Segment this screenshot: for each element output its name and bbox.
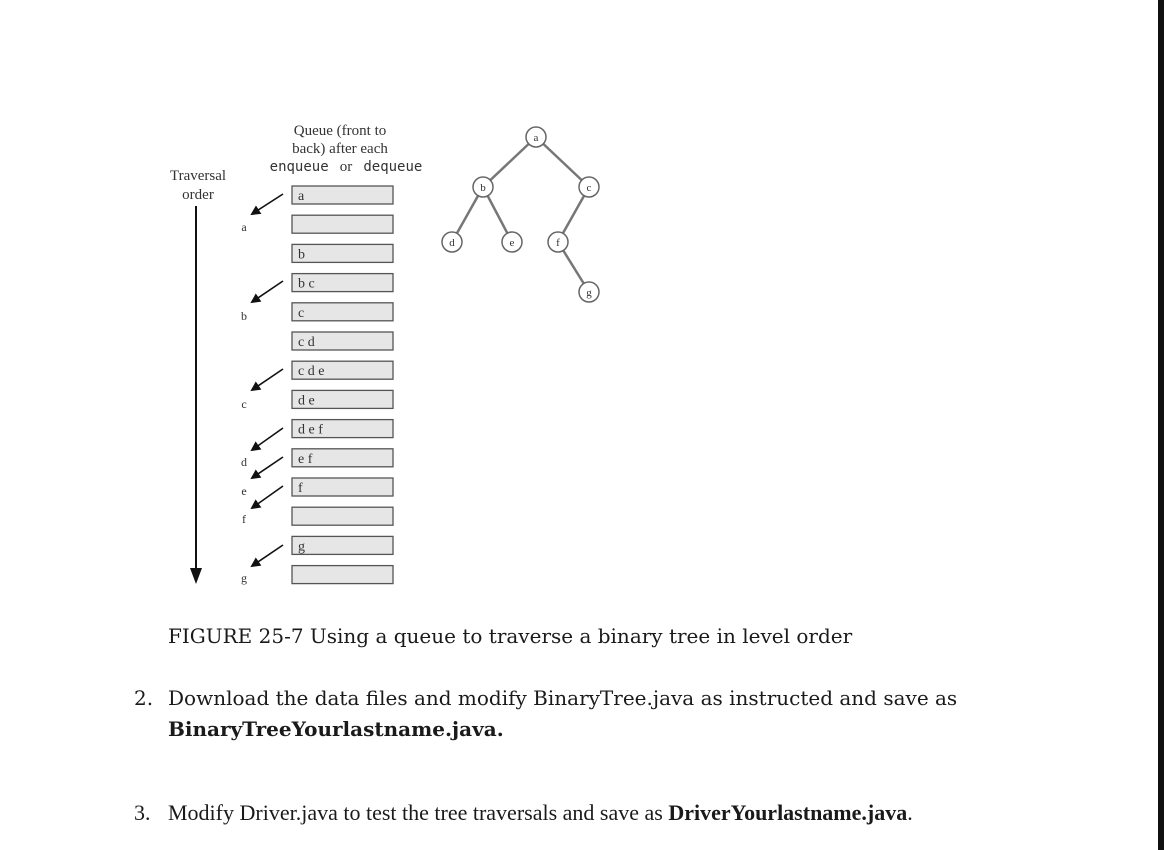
- queue-state-text: d e f: [298, 422, 323, 438]
- traversal-arrow-head: [190, 568, 202, 584]
- svg-text:f: f: [556, 237, 560, 249]
- level-order-figure: [0, 0, 640, 600]
- traversal-label-line-2: order: [182, 187, 214, 203]
- queue-heading-line-2: back) after each: [292, 141, 388, 157]
- instruction-number: 3.: [134, 800, 151, 825]
- instruction-number: 2.: [134, 686, 154, 710]
- or-word: or: [339, 159, 353, 175]
- dequeue-arrow: [252, 545, 283, 566]
- traversal-letter: e: [241, 484, 247, 498]
- dequeue-arrows: [252, 194, 283, 566]
- queue-state-box: [292, 244, 393, 262]
- traversal-letter: d: [241, 455, 247, 469]
- queue-state-box: [292, 361, 393, 379]
- queue-state-box: [292, 536, 393, 554]
- tree-node-a: [526, 127, 546, 147]
- tree-node-c: [579, 177, 599, 197]
- queue-state-text: e f: [298, 451, 313, 467]
- queue-state-box: [292, 478, 393, 496]
- instruction-text: Download the data files and modify BinaryTree.java as instructed and save as: [168, 686, 958, 710]
- queue-state-text: c d e: [298, 364, 325, 380]
- dequeue-arrow: [252, 486, 283, 508]
- dequeue-arrow: [252, 281, 283, 302]
- svg-text:e: e: [509, 237, 515, 249]
- tree-node-b: [473, 177, 493, 197]
- queue-state-text: c: [298, 305, 305, 321]
- binary-tree: [442, 127, 599, 302]
- tree-node-d: [442, 232, 462, 252]
- svg-text:a: a: [533, 132, 539, 144]
- traversal-letters: [241, 220, 247, 585]
- traversal-letter: g: [241, 571, 247, 585]
- traversal-label-line-1: Traversal: [169, 168, 227, 184]
- figure-caption: FIGURE 25-7 Using a queue to traverse a binary tree in level order: [168, 624, 853, 648]
- traversal-letter: f: [242, 512, 246, 526]
- svg-text:g: g: [586, 287, 592, 299]
- instruction-text: [168, 800, 913, 826]
- instruction-filename: DriverYourlastname.java: [668, 800, 908, 825]
- queue-states: [292, 186, 393, 584]
- svg-text:d: d: [449, 237, 455, 249]
- traversal-letter: b: [241, 309, 247, 323]
- queue-state-text: f: [298, 481, 303, 496]
- queue-state-text: g: [298, 539, 305, 555]
- dequeue-arrow: [252, 194, 283, 214]
- queue-state-box: [292, 449, 393, 467]
- queue-state-text: b c: [298, 276, 315, 292]
- dequeue-word: dequeue: [363, 159, 423, 175]
- svg-text:b: b: [480, 182, 486, 194]
- dequeue-arrow: [252, 457, 283, 478]
- queue-state-text: a: [298, 189, 305, 204]
- traversal-letter: c: [241, 397, 247, 411]
- queue-state-box: [292, 420, 393, 438]
- tree-node-f: [548, 232, 568, 252]
- instruction-text-body: Modify Driver.java to test the tree traversals and save as: [168, 800, 669, 825]
- queue-state-box: [292, 215, 393, 233]
- queue-heading-line-1: Queue (front to: [293, 123, 387, 139]
- queue-state-box: [292, 274, 393, 292]
- queue-state-box: [292, 390, 393, 408]
- queue-state-text: c d: [298, 335, 315, 350]
- tree-edge-a-c: [536, 137, 589, 187]
- page-edge-bar: [1158, 0, 1164, 850]
- tree-node-g: [579, 282, 599, 302]
- queue-heading-ops: [270, 156, 423, 175]
- tree-edge-a-b: [483, 137, 536, 187]
- queue-state-box: [292, 507, 393, 525]
- svg-text:c: c: [586, 182, 592, 194]
- queue-state-text: d e: [298, 393, 315, 409]
- instruction-filename: BinaryTreeYourlastname.java.: [168, 717, 504, 741]
- dequeue-arrow: [252, 428, 283, 450]
- traversal-letter: a: [241, 220, 247, 234]
- queue-state-box: [292, 186, 393, 204]
- queue-state-box: [292, 566, 393, 584]
- queue-state-text: b: [298, 247, 305, 263]
- dequeue-arrow: [252, 369, 283, 390]
- tree-node-e: [502, 232, 522, 252]
- instruction-period: .: [907, 800, 913, 825]
- queue-state-box: [292, 303, 393, 321]
- enqueue-word: enqueue: [269, 159, 329, 175]
- queue-state-box: [292, 332, 393, 350]
